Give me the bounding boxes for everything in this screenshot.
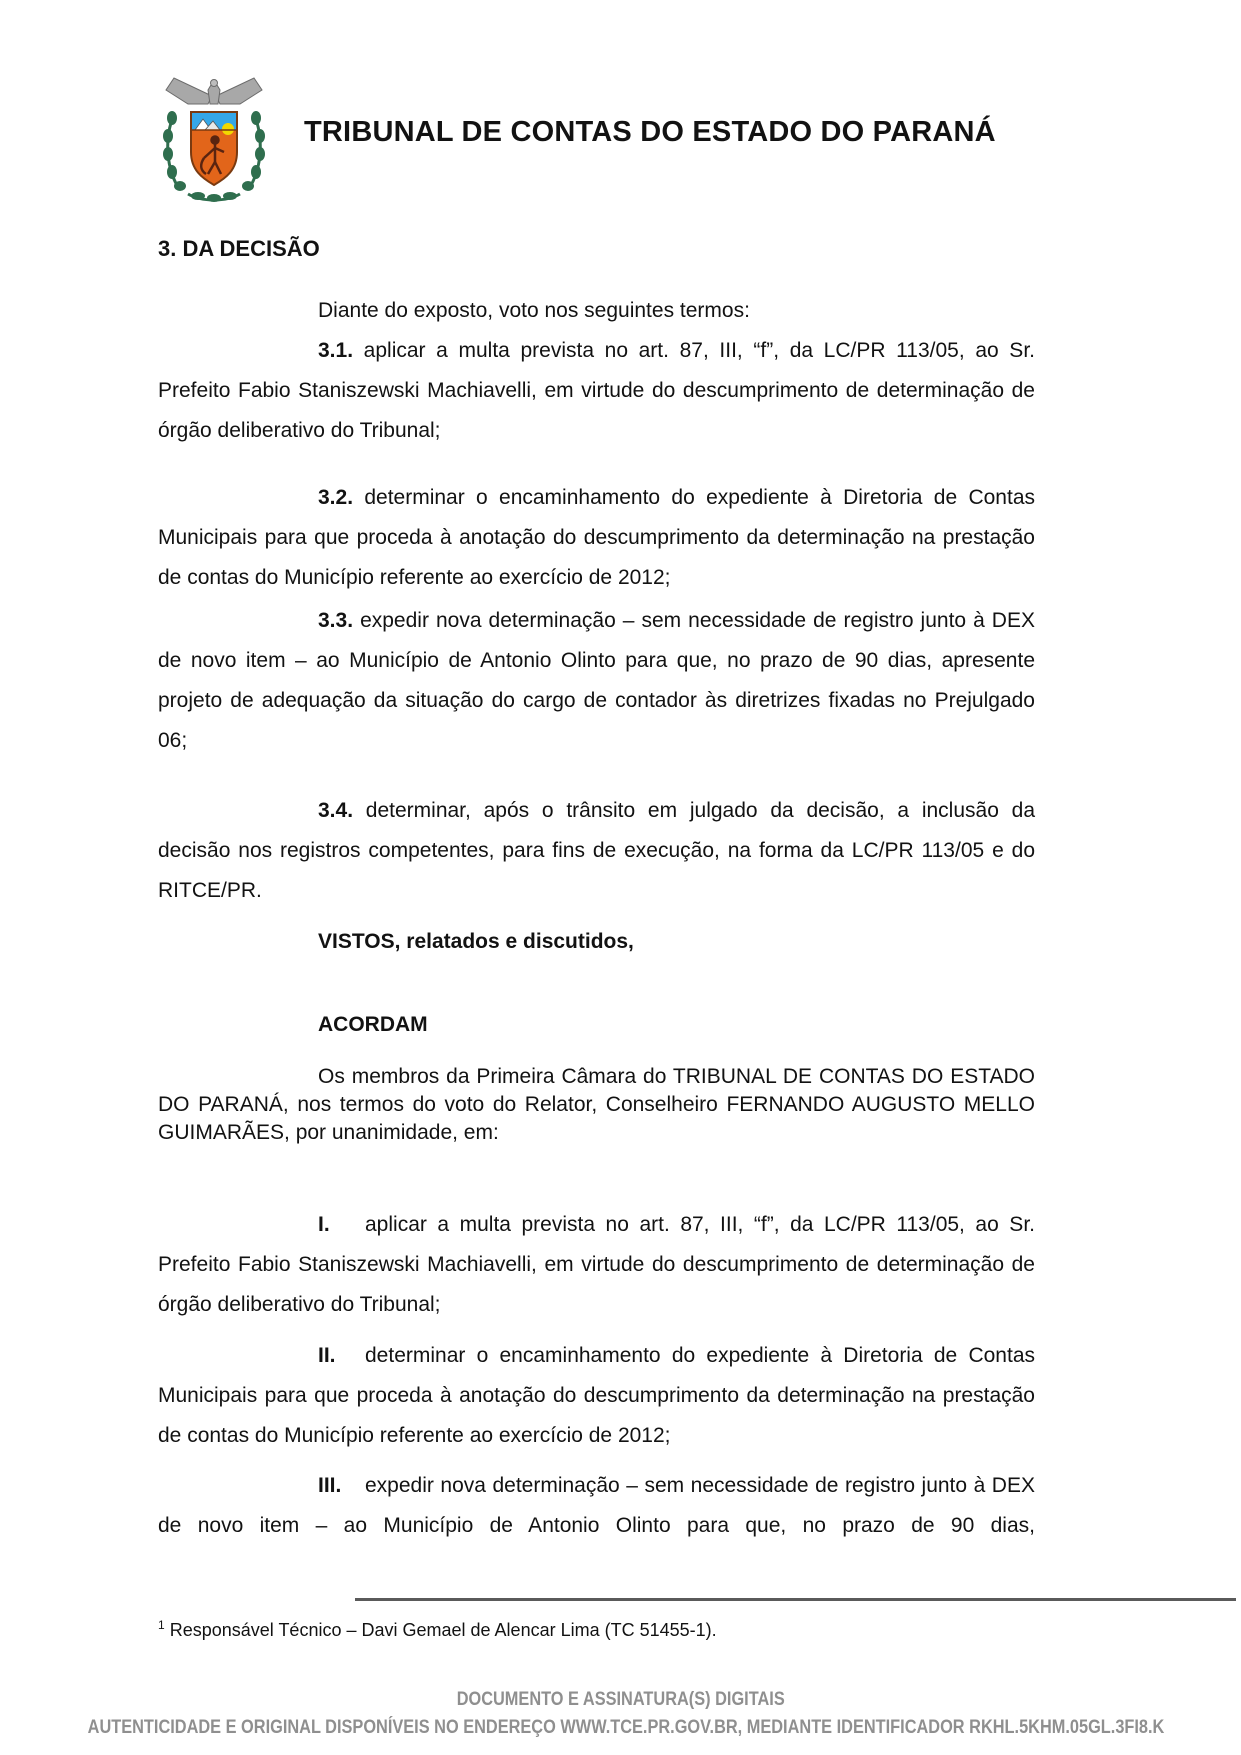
vote-item-text: determinar, após o trânsito em julgado da decisão, a inclusão da decisão nos registros competentes, para fins de execução, na forma da LC/PR 113/05 e do RITCE/PR. <box>158 799 1035 902</box>
acordam-heading: ACORDAM <box>318 1013 428 1036</box>
intro-paragraph: Diante do exposto, voto nos seguintes termos: <box>318 299 750 322</box>
vote-item-number: 3.3. <box>318 609 354 632</box>
section-heading: 3. DA DECISÃO <box>158 236 320 261</box>
vote-item-3-4 <box>158 791 1035 911</box>
vote-item-3-3 <box>158 601 1035 761</box>
footer-line-1-text: DOCUMENTO E ASSINATURA(S) DIGITAIS <box>456 1689 785 1710</box>
vote-item-text: aplicar a multa prevista no art. 87, III, “f”, da LC/PR 113/05, ao Sr. Prefeito Fabio Staniszewski Machiavelli, em virtude do descumprimento de determinação de órgão deliberativo do Tribunal; <box>158 339 1035 442</box>
decision-item-I <box>158 1205 1035 1325</box>
vistos-line: VISTOS, relatados e discutidos, <box>318 930 634 953</box>
footer-line-2-text: AUTENTICIDADE E ORIGINAL DISPONÍVEIS NO ENDEREÇO WWW.TCE.PR.GOV.BR, MEDIANTE IDENTIFICADOR RKHL.5KHM.05GL.3FI8.K <box>87 1717 1165 1738</box>
decision-item-II <box>158 1336 1035 1456</box>
vote-item-3-2 <box>158 478 1035 598</box>
parana-coat-of-arms-icon <box>158 74 270 206</box>
vote-item-text: expedir nova determinação – sem necessidade de registro junto à DEX de novo item – ao Município de Antonio Olinto para que, no prazo de 90 dias, apresente projeto de adequação da situação do cargo de contador às diretrizes fixadas no Prejulgado 06; <box>158 609 1035 752</box>
footnote <box>158 1612 1035 1643</box>
decision-item-III <box>158 1466 1035 1546</box>
decision-item-number: I. <box>318 1213 330 1236</box>
vote-item-number: 3.4. <box>318 799 354 822</box>
vote-item-number: 3.1. <box>318 339 354 362</box>
footnote-marker: 1 <box>158 1618 165 1632</box>
footer-line-1 <box>0 1688 1241 1712</box>
page-title: TRIBUNAL DE CONTAS DO ESTADO DO PARANÁ <box>304 116 996 148</box>
footnote-text: Responsável Técnico – Davi Gemael de Alencar Lima (TC 51455-1). <box>169 1620 717 1640</box>
decision-item-text: expedir nova determinação – sem necessidade de registro junto à DEX de novo item – ao Município de Antonio Olinto para que, no prazo de 90 dias, <box>158 1474 1035 1537</box>
decision-item-text: determinar o encaminhamento do expediente à Diretoria de Contas Municipais para que proceda à anotação do descumprimento da determinação na prestação de contas do Município referente ao exercício de 2012; <box>158 1344 1035 1447</box>
footer-line-2 <box>0 1716 1241 1740</box>
decision-item-number: III. <box>318 1474 342 1497</box>
vote-item-number: 3.2. <box>318 486 354 509</box>
vote-item-text: determinar o encaminhamento do expediente à Diretoria de Contas Municipais para que proceda à anotação do descumprimento da determinação na prestação de contas do Município referente ao exercício de 2012; <box>158 486 1035 589</box>
footnote-divider <box>355 1598 1236 1601</box>
decision-item-number: II. <box>318 1344 336 1367</box>
decision-item-text: aplicar a multa prevista no art. 87, III, “f”, da LC/PR 113/05, ao Sr. Prefeito Fabio Staniszewski Machiavelli, em virtude do descumprimento de determinação de órgão deliberativo do Tribunal; <box>158 1213 1035 1316</box>
members-paragraph: Os membros da Primeira Câmara do TRIBUNAL DE CONTAS DO ESTADO DO PARANÁ, nos termos do voto do Relator, Conselheiro FERNANDO AUGUSTO MELLO GUIMARÃES, por unanimidade, em: <box>158 1065 1035 1144</box>
vote-item-3-1 <box>158 331 1035 451</box>
